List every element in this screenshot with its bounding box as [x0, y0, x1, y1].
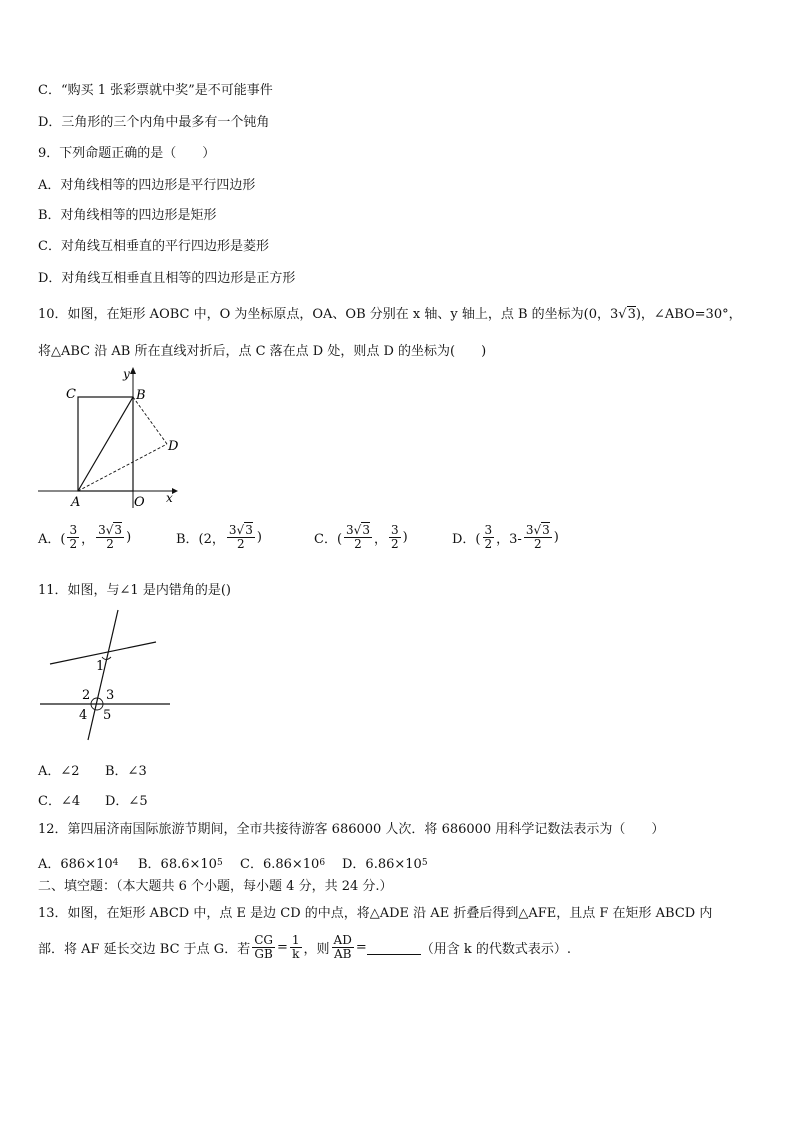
- q9-option-a: A．对角线相等的四边形是平行四边形: [38, 178, 256, 193]
- q12-stem: 12．第四届济南国际旅游节期间，全市共接待游客 686000 人次．将 686000 用科学记数法表示为（ ）: [38, 822, 665, 837]
- q8-option-d: D．三角形的三个内角中最多有一个钝角: [38, 115, 270, 130]
- q9-option-d: D．对角线互相垂直且相等的四边形是正方形: [38, 271, 296, 286]
- fraction: $\frac{3}{2}$: [69, 523, 78, 551]
- q10-option-c: C．( $\frac{3√3}{2}$ ， $\frac{3}{2}$ ): [314, 523, 408, 551]
- q13-line1: 13．如图，在矩形 ABCD 中，点 E 是边 CD 的中点，将△ADE 沿 AE 折叠后得到△AFE，且点 F 在矩形 ABCD 内: [38, 906, 713, 921]
- label-c: C: [66, 387, 76, 402]
- section-title-fill-blank: 二、填空题：（本大题共 6 个小题，每小题 4 分，共 24 分.）: [38, 879, 393, 894]
- y-axis-arrow: [130, 367, 136, 374]
- label-a: A: [71, 495, 81, 510]
- fraction-cg-gb: $\frac{CG}{GB}$: [254, 933, 273, 961]
- q10-stem-line1: [38, 306, 742, 324]
- q10-option-d: D．( $\frac{3}{2}$ ，3- $\frac{3√3}{2}$ ): [452, 523, 559, 551]
- fraction: $\frac{3√3}{2}$: [228, 523, 253, 551]
- q10-figure: [36, 364, 186, 512]
- q10-stem-part1: 10．如图，在矩形 AOBC 中，O 为坐标原点，OA、OB 分别在 x 轴、y 轴上，点 B 的坐标为(0，3: [38, 307, 619, 322]
- q9-stem: 9．下列命题正确的是（ ）: [38, 146, 216, 161]
- q11-figure: [36, 604, 176, 744]
- q8-option-c: C．“购买 1 张彩票就中奖”是不可能事件: [38, 83, 273, 98]
- angle-label-3: 3: [106, 688, 115, 703]
- q11-option-b: B．∠3: [105, 764, 147, 779]
- label-b: B: [136, 388, 146, 403]
- q13-line2: 部．将 AF 延长交边 BC 于点 G．若 $\frac{CG}{GB}$ = $\frac{1}{k}$ ，则 $\frac{AD}{AB}$ = （用含 k 的代数式表示）.: [38, 933, 572, 961]
- q12-option-d: D．6.86×10 5: [342, 857, 428, 872]
- fraction: $\frac{3√3}{2}$: [525, 523, 550, 551]
- q12-option-b: B．68.6×10 5: [138, 857, 223, 872]
- fraction: $\frac{3}{2}$: [484, 523, 493, 551]
- fraction: $\frac{3√3}{2}$: [346, 523, 370, 551]
- q12-option-a: A．686×10 4: [38, 857, 119, 872]
- label-o: O: [134, 495, 145, 510]
- q9-option-c: C．对角线互相垂直的平行四边形是菱形: [38, 239, 269, 254]
- label-d: D: [168, 439, 179, 454]
- angle-label-5: 5: [103, 708, 112, 723]
- q10-option-a: A．( $\frac{3}{2}$ ， $\frac{3√3}{2}$ ): [38, 523, 132, 551]
- fraction-ad-ab: $\frac{AD}{AB}$: [333, 933, 352, 961]
- label-x: x: [166, 491, 173, 505]
- q11-option-d: D．∠5: [105, 794, 148, 809]
- q11-option-c: C．∠4: [38, 794, 81, 809]
- angle-label-4: 4: [79, 708, 88, 723]
- answer-blank[interactable]: [367, 940, 421, 955]
- fraction-1-k: $\frac{1}{k}$: [291, 933, 300, 961]
- q9-option-b: B．对角线相等的四边形是矩形: [38, 208, 217, 223]
- q10-stem-line2: 将△ABC 沿 AB 所在直线对折后，点 C 落在点 D 处，则点 D 的坐标为( ): [38, 344, 487, 359]
- q10-option-b: B．(2， $\frac{3√3}{2}$ ): [176, 523, 262, 551]
- q10-sqrt: √3: [618, 307, 636, 322]
- fraction: $\frac{3}{2}$: [390, 523, 399, 551]
- label-y: y: [123, 367, 130, 381]
- q11-option-a: A．∠2: [38, 764, 80, 779]
- q12-option-c: C．6.86×10 6: [240, 857, 326, 872]
- x-axis-arrow: [172, 488, 178, 494]
- angle-label-2: 2: [82, 688, 91, 703]
- fraction: $\frac{3√3}{2}$: [98, 523, 123, 551]
- segment-bd: [133, 397, 167, 444]
- q11-stem: 11．如图，与∠1 是内错角的是(): [38, 583, 231, 598]
- q10-stem-part2: )，∠ABO=30°，: [635, 307, 742, 322]
- angle-label-1: 1: [96, 659, 105, 674]
